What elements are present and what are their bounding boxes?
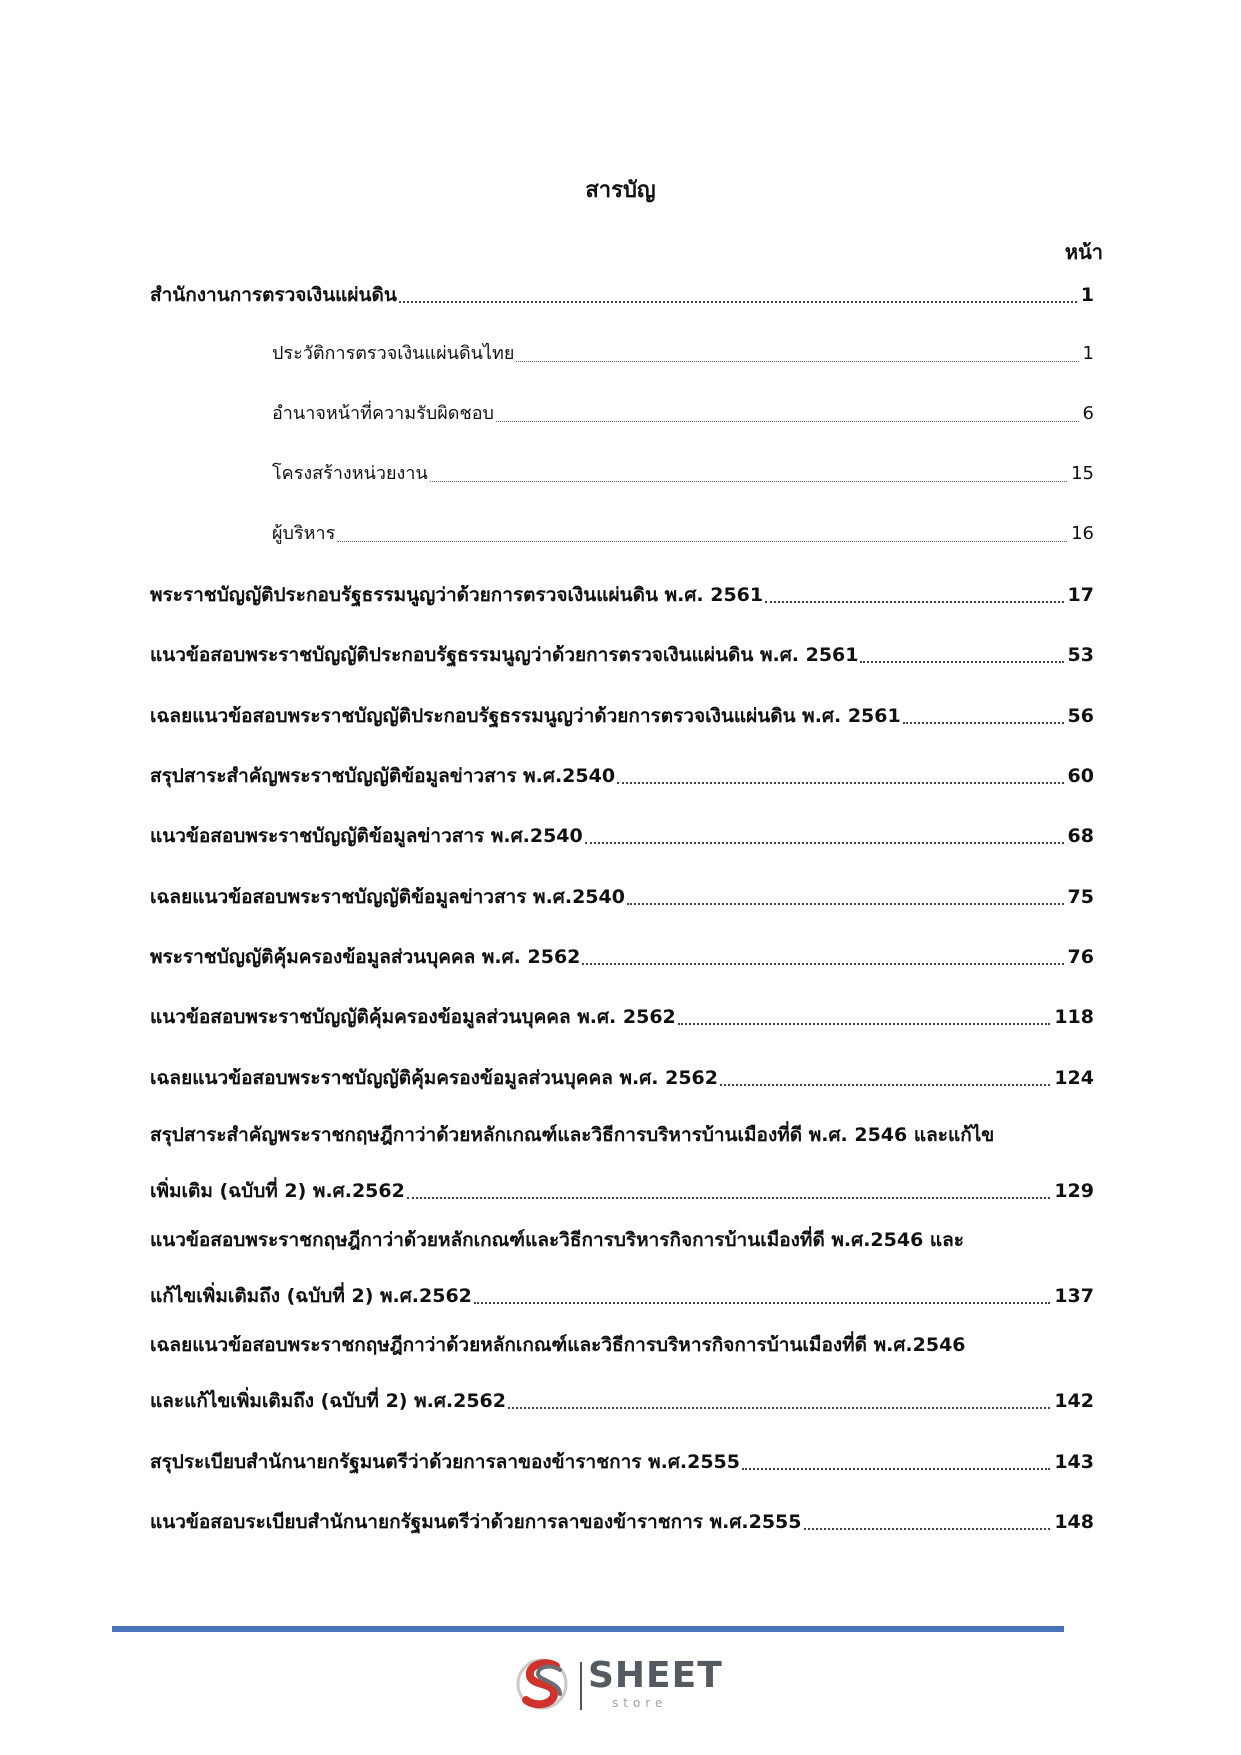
toc-entry-page: 142 — [1054, 1390, 1094, 1412]
leader-dots — [399, 300, 1077, 303]
toc-entry-page: 75 — [1067, 886, 1094, 908]
leader-dots — [496, 420, 1079, 422]
toc-entry-page: 15 — [1071, 463, 1094, 484]
toc-entry[interactable] — [150, 998, 1094, 1032]
toc-entry-page: 17 — [1067, 584, 1094, 606]
toc-entry[interactable] — [150, 636, 1094, 670]
toc-entry[interactable] — [150, 938, 1094, 972]
toc-entry-page: 16 — [1071, 523, 1094, 544]
toc-subentry[interactable] — [272, 335, 1094, 369]
toc-entry-page: 129 — [1054, 1180, 1094, 1202]
toc-entry-text: ประวัติการตรวจเงินแผ่นดินไทย — [272, 343, 515, 364]
toc-entry[interactable] — [150, 276, 1094, 310]
leader-dots — [804, 1527, 1051, 1530]
toc-entry-line1[interactable]: แนวข้อสอบพระราชกฤษฎีกาว่าด้วยหลักเกณฑ์และวิธีการบริหารกิจการบ้านเมืองที่ดี พ.ศ.2546 และ — [150, 1229, 965, 1251]
leader-dots — [720, 1083, 1050, 1086]
footer-rule — [112, 1626, 1064, 1632]
leader-dots — [765, 600, 1063, 603]
toc-entry[interactable] — [150, 576, 1094, 610]
toc-entry-line1[interactable]: เฉลยแนวข้อสอบพระราชกฤษฎีกาว่าด้วยหลักเกณฑ์และวิธีการบริหารกิจการบ้านเมืองที่ดี พ.ศ.2546 — [150, 1334, 966, 1356]
toc-entry-text: อำนาจหน้าที่ความรับผิดชอบ — [272, 403, 494, 424]
leader-dots — [860, 660, 1063, 663]
leader-dots — [430, 480, 1067, 482]
toc-subentry[interactable] — [272, 455, 1094, 489]
toc-entry[interactable] — [150, 878, 1094, 912]
toc-entry-text: สำนักงานการตรวจเงินแผ่นดิน — [150, 284, 397, 306]
toc-entry-page: 56 — [1067, 705, 1094, 727]
toc-entry-page: 53 — [1067, 644, 1094, 666]
toc-subentry[interactable] — [272, 515, 1094, 549]
leader-dots — [337, 540, 1067, 542]
toc-entry-text: แนวข้อสอบพระราชบัญญัติคุ้มครองข้อมูลส่วนบุคคล พ.ศ. 2562 — [150, 1006, 676, 1028]
toc-entry-text: เฉลยแนวข้อสอบพระราชบัญญัติคุ้มครองข้อมูลส่วนบุคคล พ.ศ. 2562 — [150, 1067, 718, 1089]
toc-entry[interactable] — [150, 697, 1094, 731]
leader-dots — [508, 1406, 1050, 1409]
toc-entry-text: และแก้ไขเพิ่มเติมถึง (ฉบับที่ 2) พ.ศ.2562 — [150, 1390, 506, 1412]
toc-entry-text: โครงสร้างหน่วยงาน — [272, 463, 428, 484]
toc-entry-page: 1 — [1080, 284, 1094, 306]
toc-entry-line1[interactable]: สรุปสาระสำคัญพระราชกฤษฎีกาว่าด้วยหลักเกณฑ์และวิธีการบริหารบ้านเมืองที่ดี พ.ศ. 2546 และแก้ไข — [150, 1124, 995, 1146]
toc-entry-text: แนวข้อสอบพระราชบัญญัติข้อมูลข่าวสาร พ.ศ.2540 — [150, 825, 583, 847]
toc-entry-page: 148 — [1054, 1511, 1094, 1533]
toc-entry-page: 124 — [1054, 1067, 1094, 1089]
toc-entry-page: 137 — [1054, 1285, 1094, 1307]
toc-entry-page: 60 — [1067, 765, 1094, 787]
toc-entry-text: แนวข้อสอบระเบียบสำนักนายกรัฐมนตรีว่าด้วยการลาของข้าราชการ พ.ศ.2555 — [150, 1511, 802, 1533]
toc-entry-text: สรุปสาระสำคัญพระราชบัญญัติข้อมูลข่าวสาร พ.ศ.2540 — [150, 765, 616, 787]
toc-entry-page: 1 — [1082, 343, 1094, 364]
sheet-store-logo-icon — [516, 1652, 572, 1716]
leader-dots — [474, 1301, 1050, 1304]
toc-entry-text: สรุประเบียบสำนักนายกรัฐมนตรีว่าด้วยการลาของข้าราชการ พ.ศ.2555 — [150, 1451, 740, 1473]
logo-divider — [580, 1662, 582, 1710]
toc-entry[interactable] — [150, 1277, 1094, 1311]
toc-entry-page: 76 — [1067, 946, 1094, 968]
toc-entry-text: พระราชบัญญัติประกอบรัฐธรรมนูญว่าด้วยการตรวจเงินแผ่นดิน พ.ศ. 2561 — [150, 584, 764, 606]
leader-dots — [582, 962, 1063, 965]
toc-entry[interactable] — [150, 1059, 1094, 1093]
toc-entry-text: ผู้บริหาร — [272, 523, 336, 544]
logo-wordmark: SHEET — [588, 1655, 723, 1696]
toc-entry-text: แก้ไขเพิ่มเติมถึง (ฉบับที่ 2) พ.ศ.2562 — [150, 1285, 472, 1307]
toc-title: สารบัญ — [585, 178, 656, 203]
toc-entry-page: 118 — [1054, 1006, 1094, 1028]
leader-dots — [903, 721, 1064, 724]
page-column-header: หน้า — [1064, 240, 1103, 264]
leader-dots — [678, 1022, 1051, 1025]
toc-entry[interactable] — [150, 1503, 1094, 1537]
logo-subtext: store — [612, 1696, 668, 1710]
sheet-store-logo — [516, 1652, 726, 1716]
toc-entry-text: เฉลยแนวข้อสอบพระราชบัญญัติข้อมูลข่าวสาร พ.ศ.2540 — [150, 886, 625, 908]
toc-subentry[interactable] — [272, 395, 1094, 429]
leader-dots — [742, 1467, 1050, 1470]
toc-entry[interactable] — [150, 817, 1094, 851]
toc-entry-text: เฉลยแนวข้อสอบพระราชบัญญัติประกอบรัฐธรรมนูญว่าด้วยการตรวจเงินแผ่นดิน พ.ศ. 2561 — [150, 705, 901, 727]
toc-entry-page: 143 — [1054, 1451, 1094, 1473]
toc-entry[interactable] — [150, 1382, 1094, 1416]
leader-dots — [627, 902, 1064, 905]
toc-entry[interactable] — [150, 757, 1094, 791]
toc-entry-text: เพิ่มเติม (ฉบับที่ 2) พ.ศ.2562 — [150, 1180, 405, 1202]
leader-dots — [516, 360, 1078, 362]
toc-entry-page: 6 — [1082, 403, 1094, 424]
leader-dots — [407, 1196, 1051, 1199]
toc-entry-text: แนวข้อสอบพระราชบัญญัติประกอบรัฐธรรมนูญว่าด้วยการตรวจเงินแผ่นดิน พ.ศ. 2561 — [150, 644, 859, 666]
toc-entry[interactable] — [150, 1172, 1094, 1206]
leader-dots — [617, 781, 1063, 784]
toc-entry[interactable] — [150, 1443, 1094, 1477]
leader-dots — [585, 841, 1064, 844]
toc-entry-page: 68 — [1067, 825, 1094, 847]
toc-entry-text: พระราชบัญญัติคุ้มครองข้อมูลส่วนบุคคล พ.ศ. 2562 — [150, 946, 581, 968]
